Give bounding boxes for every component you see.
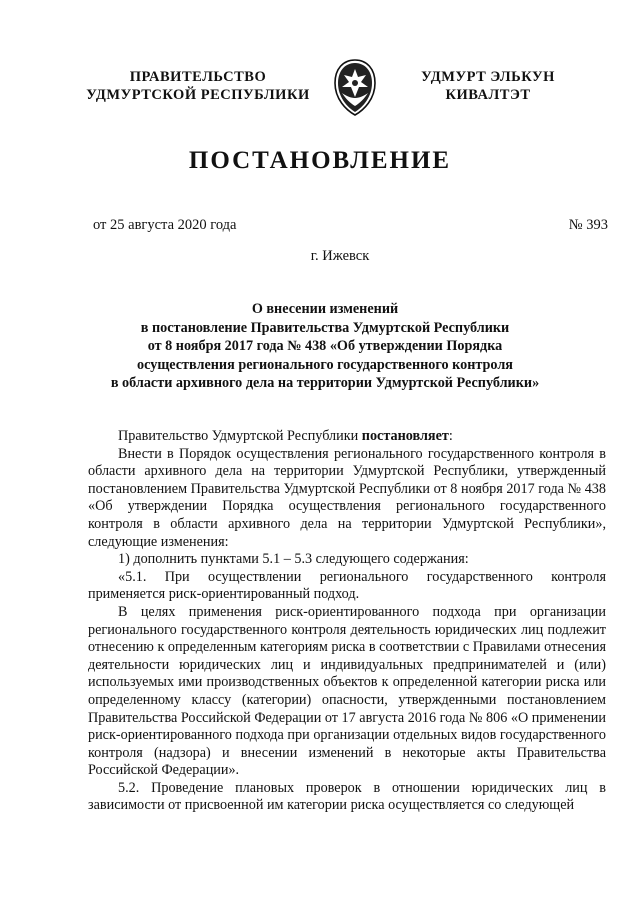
header-right-line1: УДМУРТ ЭЛЬКУН	[421, 69, 555, 85]
body-lead-paragraph	[88, 428, 606, 446]
body-paragraph: «5.1. При осуществлении регионального государственного контроля применяется риск-ориентированный подход.	[88, 568, 606, 603]
title-line: осуществления регионального государственного контроля	[137, 356, 513, 373]
document-date: от 25 августа 2020 года	[93, 217, 237, 233]
header-right-line2: КИВАЛТЭТ	[445, 87, 531, 103]
document-title	[95, 300, 555, 393]
body-paragraph: В целях применения риск-ориентированного подхода при организации регионального государственного контроля деятельность юридических лиц подлежит отнесению к определенным категориям риска в соответствии с Правилами отнесения деятельности юридических лиц и индивидуальных предпринимателей и (или) используемых ими производственных объектов к определенной категории риска или определенному классу (категории) опасности, утвержденными постановлением Правительства Российской Федерации от 17 августа 2016 года № 806 «О применении риск-ориентированного подхода при организации отдельных видов государственного контроля (надзора) и внесении изменений в некоторые акты Правительства Российской Федерации».	[88, 603, 606, 779]
document-number: № 393	[568, 217, 608, 233]
title-line: в области архивного дела на территории Удмуртской Республики»	[110, 375, 540, 392]
header-left-line1: ПРАВИТЕЛЬСТВО	[129, 69, 267, 85]
document-type-heading: ПОСТАНОВЛЕНИЕ	[188, 147, 452, 174]
title-line: О внесении изменений	[251, 301, 399, 317]
government-name-udmurt	[402, 68, 574, 104]
document-city: г. Ижевск	[310, 248, 370, 264]
header-left-line2: УДМУРТСКОЙ РЕСПУБЛИКИ	[86, 87, 310, 103]
title-line: от 8 ноября 2017 года № 438 «Об утверждении Порядка	[147, 338, 503, 355]
body-paragraph: 5.2. Проведение плановых проверок в отношении юридических лиц в зависимости от присвоенной им категории риска осуществляется со следующей	[88, 779, 606, 814]
lead-bold-verb: постановляет	[361, 428, 449, 444]
lead-text: Правительство Удмуртской Республики	[118, 428, 362, 444]
coat-of-arms-emblem-icon	[330, 57, 380, 117]
body-paragraph: 1) дополнить пунктами 5.1 – 5.3 следующего содержания:	[118, 551, 469, 568]
lead-colon: :	[448, 428, 453, 444]
document-body	[88, 428, 606, 815]
government-name-russian	[78, 68, 318, 104]
title-line: в постановление Правительства Удмуртской Республики	[140, 319, 510, 336]
body-paragraph: Внести в Порядок осуществления регионального государственного контроля в области архивного дела на территории Удмуртской Республики, утвержденный постановлением Правительства Удмуртской Республики от 8 ноября 2017 года № 438 «Об утверждении Порядка осуществления регионального государственного контроля в области архивного дела на территории Удмуртской Республики», следующие изменения:	[88, 445, 606, 550]
